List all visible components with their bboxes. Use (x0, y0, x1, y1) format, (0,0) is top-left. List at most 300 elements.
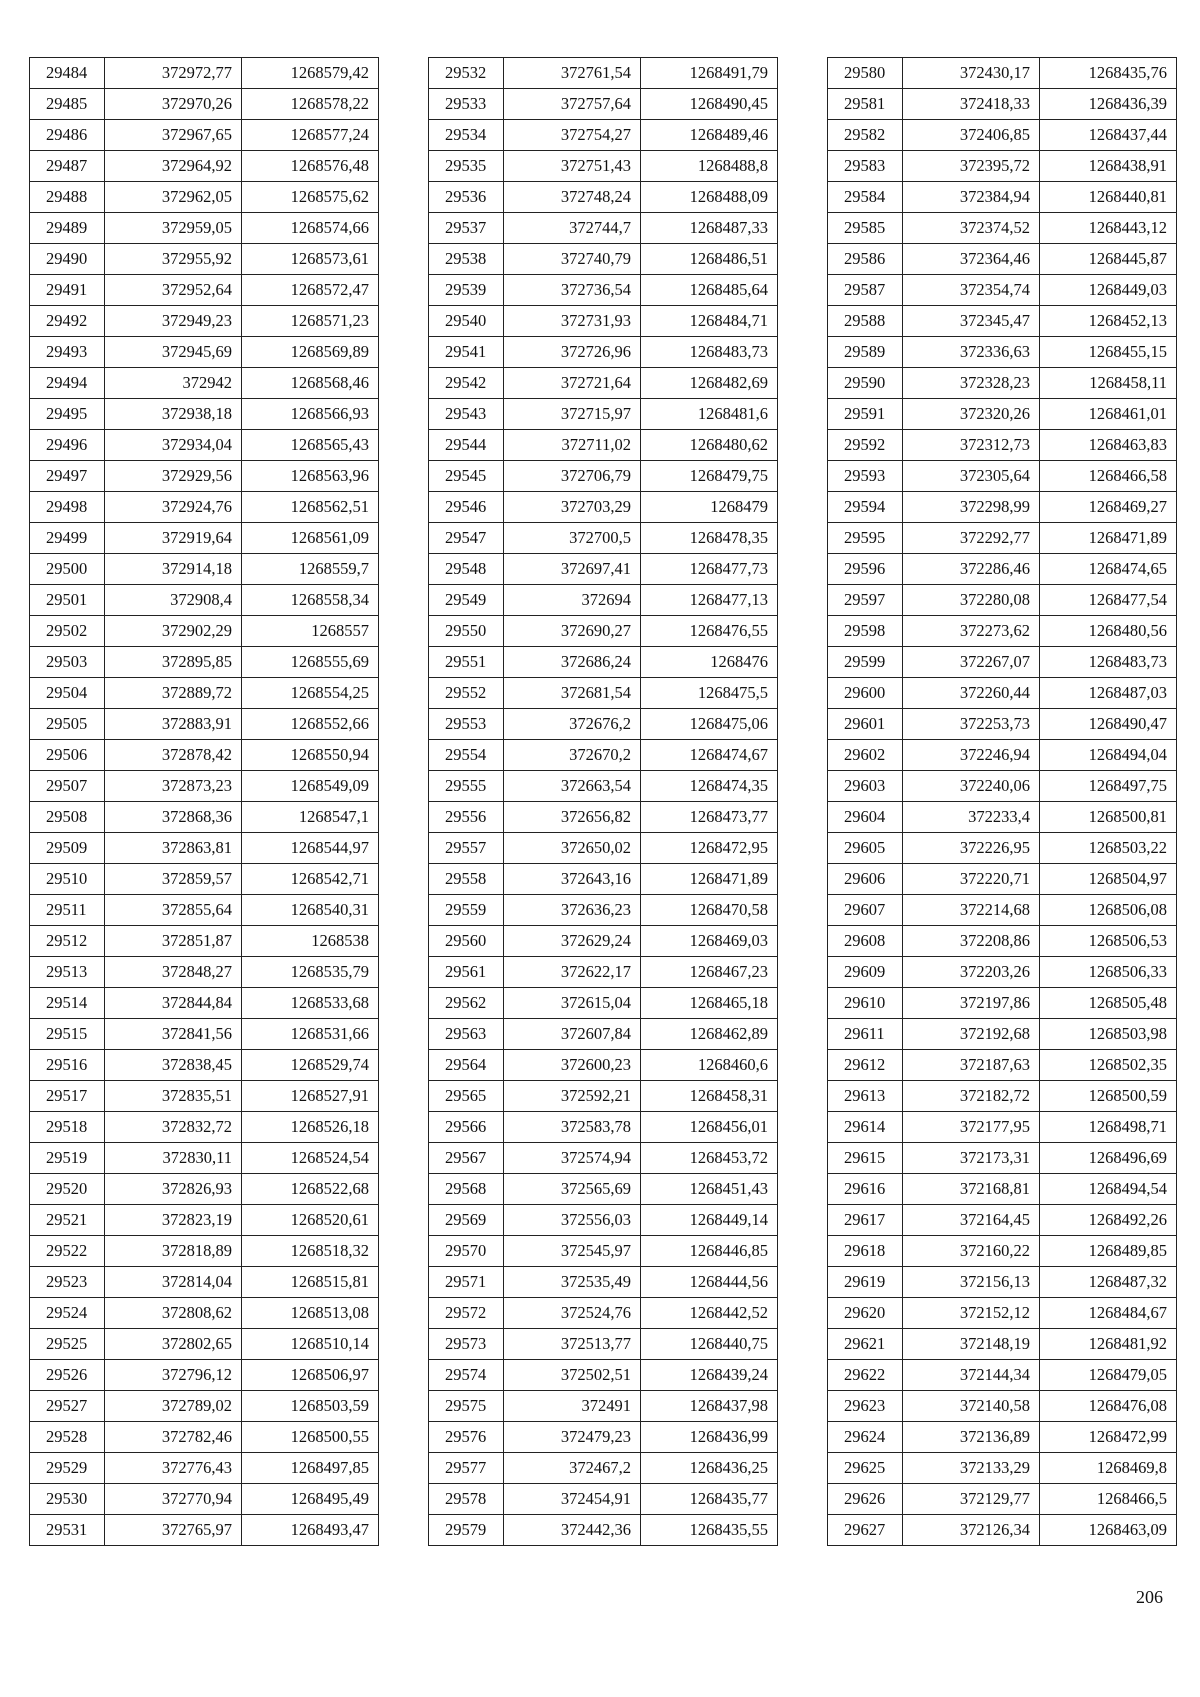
y-coordinate-cell: 1268479,75 (641, 461, 778, 492)
table-row (30, 275, 379, 306)
point-number-cell: 29537 (429, 213, 504, 244)
x-coordinate-cell: 372938,18 (105, 399, 242, 430)
point-number-cell: 29546 (429, 492, 504, 523)
y-coordinate-cell: 1268577,24 (242, 120, 379, 151)
table-row (828, 120, 1177, 151)
x-coordinate-cell: 372844,84 (105, 988, 242, 1019)
y-coordinate-cell: 1268531,66 (242, 1019, 379, 1050)
point-number-cell: 29535 (429, 151, 504, 182)
point-number-cell: 29618 (828, 1236, 903, 1267)
y-coordinate-cell: 1268475,06 (641, 709, 778, 740)
x-coordinate-cell: 372336,63 (903, 337, 1040, 368)
x-coordinate-cell: 372592,21 (504, 1081, 641, 1112)
point-number-cell: 29507 (30, 771, 105, 802)
point-number-cell: 29592 (828, 430, 903, 461)
y-coordinate-cell: 1268547,1 (242, 802, 379, 833)
x-coordinate-cell: 372770,94 (105, 1484, 242, 1515)
y-coordinate-cell: 1268578,22 (242, 89, 379, 120)
point-number-cell: 29560 (429, 926, 504, 957)
table-row (828, 585, 1177, 616)
y-coordinate-cell: 1268572,47 (242, 275, 379, 306)
point-number-cell: 29578 (429, 1484, 504, 1515)
y-coordinate-cell: 1268506,33 (1040, 957, 1177, 988)
y-coordinate-cell: 1268453,72 (641, 1143, 778, 1174)
x-coordinate-cell: 372814,04 (105, 1267, 242, 1298)
x-coordinate-cell: 372663,54 (504, 771, 641, 802)
point-number-cell: 29522 (30, 1236, 105, 1267)
x-coordinate-cell: 372622,17 (504, 957, 641, 988)
table-row (828, 1453, 1177, 1484)
table-row (429, 554, 778, 585)
x-coordinate-cell: 372220,71 (903, 864, 1040, 895)
table-row (429, 399, 778, 430)
point-number-cell: 29512 (30, 926, 105, 957)
table-row (30, 1515, 379, 1546)
x-coordinate-cell: 372650,02 (504, 833, 641, 864)
point-number-cell: 29576 (429, 1422, 504, 1453)
y-coordinate-cell: 1268565,43 (242, 430, 379, 461)
y-coordinate-cell: 1268487,32 (1040, 1267, 1177, 1298)
table-row (30, 523, 379, 554)
y-coordinate-cell: 1268471,89 (1040, 523, 1177, 554)
table-row (828, 1205, 1177, 1236)
table-row (429, 740, 778, 771)
y-coordinate-cell: 1268480,56 (1040, 616, 1177, 647)
point-number-cell: 29570 (429, 1236, 504, 1267)
y-coordinate-cell: 1268478,35 (641, 523, 778, 554)
point-number-cell: 29526 (30, 1360, 105, 1391)
y-coordinate-cell: 1268503,98 (1040, 1019, 1177, 1050)
point-number-cell: 29619 (828, 1267, 903, 1298)
x-coordinate-cell: 372129,77 (903, 1484, 1040, 1515)
y-coordinate-cell: 1268562,51 (242, 492, 379, 523)
point-number-cell: 29510 (30, 864, 105, 895)
table-row (828, 244, 1177, 275)
y-coordinate-cell: 1268483,73 (641, 337, 778, 368)
x-coordinate-cell: 372841,56 (105, 1019, 242, 1050)
y-coordinate-cell: 1268489,85 (1040, 1236, 1177, 1267)
x-coordinate-cell: 372535,49 (504, 1267, 641, 1298)
table-row (30, 988, 379, 1019)
point-number-cell: 29622 (828, 1360, 903, 1391)
x-coordinate-cell: 372160,22 (903, 1236, 1040, 1267)
x-coordinate-cell: 372615,04 (504, 988, 641, 1019)
y-coordinate-cell: 1268506,08 (1040, 895, 1177, 926)
y-coordinate-cell: 1268462,89 (641, 1019, 778, 1050)
point-number-cell: 29582 (828, 120, 903, 151)
y-coordinate-cell: 1268490,45 (641, 89, 778, 120)
table-row (30, 647, 379, 678)
table-row (429, 89, 778, 120)
point-number-cell: 29491 (30, 275, 105, 306)
x-coordinate-cell: 372754,27 (504, 120, 641, 151)
table-row (429, 1391, 778, 1422)
table-row (429, 1360, 778, 1391)
x-coordinate-cell: 372260,44 (903, 678, 1040, 709)
y-coordinate-cell: 1268522,68 (242, 1174, 379, 1205)
point-number-cell: 29509 (30, 833, 105, 864)
y-coordinate-cell: 1268579,42 (242, 58, 379, 89)
point-number-cell: 29600 (828, 678, 903, 709)
point-number-cell: 29528 (30, 1422, 105, 1453)
table-row (828, 616, 1177, 647)
table-row (429, 244, 778, 275)
table-row (30, 461, 379, 492)
x-coordinate-cell: 372706,79 (504, 461, 641, 492)
table-row (30, 1050, 379, 1081)
y-coordinate-cell: 1268449,03 (1040, 275, 1177, 306)
y-coordinate-cell: 1268474,65 (1040, 554, 1177, 585)
y-coordinate-cell: 1268451,43 (641, 1174, 778, 1205)
x-coordinate-cell: 372952,64 (105, 275, 242, 306)
x-coordinate-cell: 372761,54 (504, 58, 641, 89)
y-coordinate-cell: 1268491,79 (641, 58, 778, 89)
table-row (429, 926, 778, 957)
table-row (30, 616, 379, 647)
point-number-cell: 29543 (429, 399, 504, 430)
x-coordinate-cell: 372513,77 (504, 1329, 641, 1360)
table-row (828, 368, 1177, 399)
x-coordinate-cell: 372479,23 (504, 1422, 641, 1453)
x-coordinate-cell: 372148,19 (903, 1329, 1040, 1360)
point-number-cell: 29588 (828, 306, 903, 337)
table-row (828, 740, 1177, 771)
x-coordinate-cell: 372168,81 (903, 1174, 1040, 1205)
point-number-cell: 29523 (30, 1267, 105, 1298)
point-number-cell: 29608 (828, 926, 903, 957)
point-number-cell: 29590 (828, 368, 903, 399)
y-coordinate-cell: 1268558,34 (242, 585, 379, 616)
table-row (828, 988, 1177, 1019)
y-coordinate-cell: 1268479 (641, 492, 778, 523)
table-row (828, 306, 1177, 337)
table-row (30, 802, 379, 833)
table-row (828, 182, 1177, 213)
x-coordinate-cell: 372629,24 (504, 926, 641, 957)
x-coordinate-cell: 372959,05 (105, 213, 242, 244)
y-coordinate-cell: 1268487,33 (641, 213, 778, 244)
table-row (828, 89, 1177, 120)
point-number-cell: 29545 (429, 461, 504, 492)
y-coordinate-cell: 1268490,47 (1040, 709, 1177, 740)
y-coordinate-cell: 1268477,73 (641, 554, 778, 585)
y-coordinate-cell: 1268503,22 (1040, 833, 1177, 864)
y-coordinate-cell: 1268500,81 (1040, 802, 1177, 833)
point-number-cell: 29520 (30, 1174, 105, 1205)
point-number-cell: 29487 (30, 151, 105, 182)
y-coordinate-cell: 1268436,39 (1040, 89, 1177, 120)
x-coordinate-cell: 372156,13 (903, 1267, 1040, 1298)
y-coordinate-cell: 1268449,14 (641, 1205, 778, 1236)
point-number-cell: 29540 (429, 306, 504, 337)
x-coordinate-cell: 372765,97 (105, 1515, 242, 1546)
table-row (429, 895, 778, 926)
x-coordinate-cell: 372835,51 (105, 1081, 242, 1112)
point-number-cell: 29571 (429, 1267, 504, 1298)
table-row (429, 585, 778, 616)
table-row (429, 1050, 778, 1081)
coordinate-table-left (29, 57, 379, 1546)
table-row (828, 1391, 1177, 1422)
x-coordinate-cell: 372796,12 (105, 1360, 242, 1391)
table-row (30, 306, 379, 337)
table-row (30, 895, 379, 926)
point-number-cell: 29516 (30, 1050, 105, 1081)
table-row (828, 337, 1177, 368)
x-coordinate-cell: 372430,17 (903, 58, 1040, 89)
point-number-cell: 29533 (429, 89, 504, 120)
table-row (30, 926, 379, 957)
x-coordinate-cell: 372902,29 (105, 616, 242, 647)
point-number-cell: 29542 (429, 368, 504, 399)
point-number-cell: 29607 (828, 895, 903, 926)
x-coordinate-cell: 372273,62 (903, 616, 1040, 647)
table-row (429, 802, 778, 833)
point-number-cell: 29524 (30, 1298, 105, 1329)
table-row (429, 1081, 778, 1112)
y-coordinate-cell: 1268527,91 (242, 1081, 379, 1112)
x-coordinate-cell: 372681,54 (504, 678, 641, 709)
table-row (30, 1360, 379, 1391)
table-row (30, 213, 379, 244)
x-coordinate-cell: 372374,52 (903, 213, 1040, 244)
table-row (30, 430, 379, 461)
table-row (828, 151, 1177, 182)
table-row (828, 771, 1177, 802)
x-coordinate-cell: 372656,82 (504, 802, 641, 833)
table-row (828, 833, 1177, 864)
table-row (429, 213, 778, 244)
x-coordinate-cell: 372233,4 (903, 802, 1040, 833)
x-coordinate-cell: 372320,26 (903, 399, 1040, 430)
x-coordinate-cell: 372246,94 (903, 740, 1040, 771)
point-number-cell: 29505 (30, 709, 105, 740)
y-coordinate-cell: 1268538 (242, 926, 379, 957)
point-number-cell: 29568 (429, 1174, 504, 1205)
page-number: 206 (1136, 1587, 1163, 1607)
x-coordinate-cell: 372700,5 (504, 523, 641, 554)
table-row (429, 1298, 778, 1329)
point-number-cell: 29601 (828, 709, 903, 740)
y-coordinate-cell: 1268526,18 (242, 1112, 379, 1143)
point-number-cell: 29593 (828, 461, 903, 492)
table-row (828, 275, 1177, 306)
table-row (828, 709, 1177, 740)
y-coordinate-cell: 1268571,23 (242, 306, 379, 337)
point-number-cell: 29500 (30, 554, 105, 585)
point-number-cell: 29539 (429, 275, 504, 306)
point-number-cell: 29597 (828, 585, 903, 616)
table-row (30, 492, 379, 523)
x-coordinate-cell: 372312,73 (903, 430, 1040, 461)
point-number-cell: 29591 (828, 399, 903, 430)
x-coordinate-cell: 372818,89 (105, 1236, 242, 1267)
table-row (30, 1298, 379, 1329)
y-coordinate-cell: 1268436,25 (641, 1453, 778, 1484)
point-number-cell: 29561 (429, 957, 504, 988)
x-coordinate-cell: 372967,65 (105, 120, 242, 151)
point-number-cell: 29496 (30, 430, 105, 461)
x-coordinate-cell: 372144,34 (903, 1360, 1040, 1391)
point-number-cell: 29486 (30, 120, 105, 151)
point-number-cell: 29595 (828, 523, 903, 554)
y-coordinate-cell: 1268488,09 (641, 182, 778, 213)
x-coordinate-cell: 372945,69 (105, 337, 242, 368)
point-number-cell: 29497 (30, 461, 105, 492)
y-coordinate-cell: 1268503,59 (242, 1391, 379, 1422)
y-coordinate-cell: 1268549,09 (242, 771, 379, 802)
table-row (30, 1267, 379, 1298)
table-row (828, 58, 1177, 89)
x-coordinate-cell: 372736,54 (504, 275, 641, 306)
x-coordinate-cell: 372808,62 (105, 1298, 242, 1329)
x-coordinate-cell: 372964,92 (105, 151, 242, 182)
y-coordinate-cell: 1268483,73 (1040, 647, 1177, 678)
x-coordinate-cell: 372583,78 (504, 1112, 641, 1143)
y-coordinate-cell: 1268485,64 (641, 275, 778, 306)
table-row (429, 864, 778, 895)
x-coordinate-cell: 372140,58 (903, 1391, 1040, 1422)
y-coordinate-cell: 1268477,13 (641, 585, 778, 616)
y-coordinate-cell: 1268471,89 (641, 864, 778, 895)
table-row (828, 1143, 1177, 1174)
table-row (30, 368, 379, 399)
table-row (30, 1019, 379, 1050)
table-row (30, 554, 379, 585)
x-coordinate-cell: 372467,2 (504, 1453, 641, 1484)
y-coordinate-cell: 1268510,14 (242, 1329, 379, 1360)
table-row (429, 1143, 778, 1174)
y-coordinate-cell: 1268574,66 (242, 213, 379, 244)
y-coordinate-cell: 1268443,12 (1040, 213, 1177, 244)
y-coordinate-cell: 1268435,76 (1040, 58, 1177, 89)
x-coordinate-cell: 372855,64 (105, 895, 242, 926)
point-number-cell: 29493 (30, 337, 105, 368)
table-row (30, 1391, 379, 1422)
point-number-cell: 29534 (429, 120, 504, 151)
point-number-cell: 29529 (30, 1453, 105, 1484)
x-coordinate-cell: 372895,85 (105, 647, 242, 678)
y-coordinate-cell: 1268493,47 (242, 1515, 379, 1546)
y-coordinate-cell: 1268505,48 (1040, 988, 1177, 1019)
table-row (429, 1329, 778, 1360)
x-coordinate-cell: 372395,72 (903, 151, 1040, 182)
table-row (429, 182, 778, 213)
point-number-cell: 29547 (429, 523, 504, 554)
table-row (828, 1112, 1177, 1143)
table-row (828, 957, 1177, 988)
point-number-cell: 29501 (30, 585, 105, 616)
x-coordinate-cell: 372545,97 (504, 1236, 641, 1267)
point-number-cell: 29556 (429, 802, 504, 833)
point-number-cell: 29624 (828, 1422, 903, 1453)
x-coordinate-cell: 372757,64 (504, 89, 641, 120)
y-coordinate-cell: 1268487,03 (1040, 678, 1177, 709)
y-coordinate-cell: 1268535,79 (242, 957, 379, 988)
table-row (828, 492, 1177, 523)
table-row (828, 1484, 1177, 1515)
point-number-cell: 29564 (429, 1050, 504, 1081)
x-coordinate-cell: 372345,47 (903, 306, 1040, 337)
x-coordinate-cell: 372364,46 (903, 244, 1040, 275)
y-coordinate-cell: 1268442,52 (641, 1298, 778, 1329)
y-coordinate-cell: 1268440,81 (1040, 182, 1177, 213)
table-row (429, 337, 778, 368)
point-number-cell: 29563 (429, 1019, 504, 1050)
x-coordinate-cell: 372173,31 (903, 1143, 1040, 1174)
y-coordinate-cell: 1268557 (242, 616, 379, 647)
table-row (30, 337, 379, 368)
x-coordinate-cell: 372187,63 (903, 1050, 1040, 1081)
x-coordinate-cell: 372418,33 (903, 89, 1040, 120)
y-coordinate-cell: 1268513,08 (242, 1298, 379, 1329)
point-number-cell: 29577 (429, 1453, 504, 1484)
x-coordinate-cell: 372970,26 (105, 89, 242, 120)
y-coordinate-cell: 1268573,61 (242, 244, 379, 275)
x-coordinate-cell: 372782,46 (105, 1422, 242, 1453)
y-coordinate-cell: 1268474,35 (641, 771, 778, 802)
y-coordinate-cell: 1268476 (641, 647, 778, 678)
table-row (828, 1267, 1177, 1298)
y-coordinate-cell: 1268496,69 (1040, 1143, 1177, 1174)
x-coordinate-cell: 372802,65 (105, 1329, 242, 1360)
y-coordinate-cell: 1268469,8 (1040, 1453, 1177, 1484)
y-coordinate-cell: 1268458,31 (641, 1081, 778, 1112)
x-coordinate-cell: 372694 (504, 585, 641, 616)
point-number-cell: 29555 (429, 771, 504, 802)
table-row (429, 1515, 778, 1546)
table-row (429, 1236, 778, 1267)
x-coordinate-cell: 372823,19 (105, 1205, 242, 1236)
x-coordinate-cell: 372949,23 (105, 306, 242, 337)
table-row (828, 802, 1177, 833)
table-row (429, 120, 778, 151)
table-row (429, 430, 778, 461)
point-number-cell: 29557 (429, 833, 504, 864)
x-coordinate-cell: 372454,91 (504, 1484, 641, 1515)
x-coordinate-cell: 372292,77 (903, 523, 1040, 554)
y-coordinate-cell: 1268502,35 (1040, 1050, 1177, 1081)
y-coordinate-cell: 1268498,71 (1040, 1112, 1177, 1143)
table-row (828, 678, 1177, 709)
x-coordinate-cell: 372908,4 (105, 585, 242, 616)
y-coordinate-cell: 1268486,51 (641, 244, 778, 275)
point-number-cell: 29521 (30, 1205, 105, 1236)
table-row (30, 89, 379, 120)
point-number-cell: 29565 (429, 1081, 504, 1112)
x-coordinate-cell: 372676,2 (504, 709, 641, 740)
point-number-cell: 29615 (828, 1143, 903, 1174)
point-number-cell: 29489 (30, 213, 105, 244)
point-number-cell: 29502 (30, 616, 105, 647)
x-coordinate-cell: 372924,76 (105, 492, 242, 523)
x-coordinate-cell: 372776,43 (105, 1453, 242, 1484)
table-row (429, 1267, 778, 1298)
y-coordinate-cell: 1268475,5 (641, 678, 778, 709)
point-number-cell: 29499 (30, 523, 105, 554)
point-number-cell: 29525 (30, 1329, 105, 1360)
x-coordinate-cell: 372133,29 (903, 1453, 1040, 1484)
table-row (828, 647, 1177, 678)
table-row (429, 833, 778, 864)
point-number-cell: 29569 (429, 1205, 504, 1236)
table-row (828, 895, 1177, 926)
table-row (828, 1422, 1177, 1453)
point-number-cell: 29552 (429, 678, 504, 709)
y-coordinate-cell: 1268476,08 (1040, 1391, 1177, 1422)
table-row (429, 1453, 778, 1484)
y-coordinate-cell: 1268472,95 (641, 833, 778, 864)
